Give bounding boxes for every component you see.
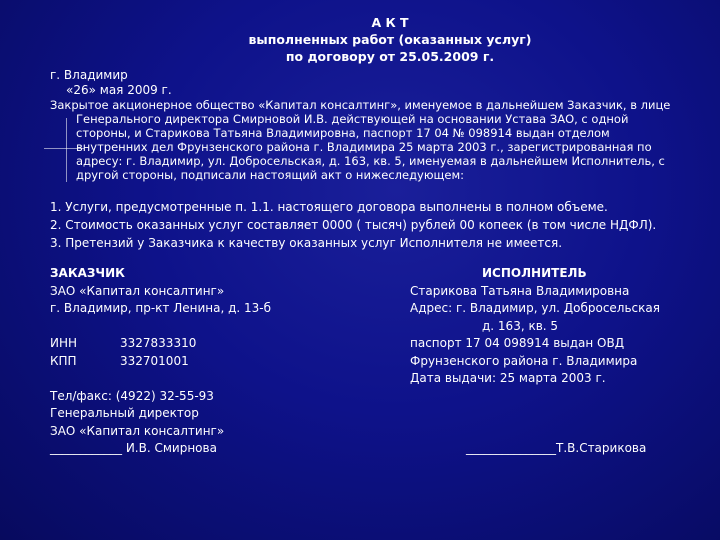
executor-heading: ИСПОЛНИТЕЛЬ bbox=[482, 266, 587, 280]
executor-name: Старикова Татьяна Владимировна bbox=[410, 283, 630, 298]
customer-signature: ____________ И.В. Смирнова bbox=[50, 441, 217, 455]
executor-passport: паспорт 17 04 098914 выдан ОВД bbox=[410, 336, 625, 350]
preamble-line: Генерального директора Смирновой И.В. действующей на основании Устава ЗАО, с одной bbox=[76, 112, 629, 126]
executor-address2: д. 163, кв. 5 bbox=[482, 318, 559, 333]
preamble-line: другой стороны, подписали настоящий акт о нижеследующем: bbox=[76, 168, 465, 182]
doc-city: г. Владимир bbox=[50, 68, 128, 82]
kpp-label: КПП bbox=[50, 353, 77, 368]
doc-subtitle: выполненных работ (оказанных услуг) bbox=[248, 32, 532, 47]
executor-address1: Адрес: г. Владимир, ул. Добросельская bbox=[410, 301, 660, 315]
preamble-line: стороны, и Старикова Татьяна Владимировна, паспорт 17 04 № 098914 выдан отделом bbox=[76, 126, 610, 140]
doc-contract-ref: по договору от 25.05.2009 г. bbox=[285, 49, 495, 64]
customer-inn-row bbox=[50, 335, 271, 353]
list-item: 2. Стоимость оказанных услуг составляет 0000 ( тысяч) рублей 00 копеек (в том числе НДФЛ). bbox=[50, 218, 657, 232]
preamble-line: Закрытое акционерное общество «Капитал консалтинг», именуемое в дальнейшем Заказчик, в лице bbox=[50, 98, 671, 112]
executor-signature: _______________Т.В.Старикова bbox=[466, 441, 647, 455]
inn-label: ИНН bbox=[50, 336, 78, 350]
preamble-line: адресу: г. Владимир, ул. Добросельская, д. 163, кв. 5, именуемая в дальнейшем Исполнитель, с bbox=[76, 154, 665, 168]
list-item: 1. Услуги, предусмотренные п. 1.1. настоящего договора выполнены в полном объеме. bbox=[50, 200, 608, 214]
terms-list bbox=[50, 198, 656, 252]
preamble-line: внутренних дел Фрунзенского района г. Владимира 25 марта 2003 г., зарегистрированная по bbox=[76, 140, 652, 154]
executor-issued: Дата выдачи: 25 марта 2003 г. bbox=[410, 371, 606, 385]
executor-district: Фрунзенского района г. Владимира bbox=[410, 353, 638, 368]
customer-position: Генеральный директор bbox=[50, 406, 199, 420]
doc-date: «26» мая 2009 г. bbox=[66, 83, 172, 97]
customer-name: ЗАО «Капитал консалтинг» bbox=[50, 283, 225, 298]
customer-address: г. Владимир, пр-кт Ленина, д. 13-б bbox=[50, 301, 272, 315]
kpp-value: 332701001 bbox=[120, 353, 189, 368]
list-item: 3. Претензий у Заказчика к качеству оказанных услуг Исполнителя не имеется. bbox=[50, 236, 563, 250]
customer-kpp-row bbox=[50, 353, 271, 371]
executor-block bbox=[410, 265, 660, 458]
customer-org: ЗАО «Капитал консалтинг» bbox=[50, 423, 225, 438]
doc-title: А К Т bbox=[371, 15, 409, 30]
inn-value: 3327833310 bbox=[120, 336, 197, 350]
customer-phone: Тел/факс: (4922) 32-55-93 bbox=[50, 388, 214, 403]
preamble-paragraph bbox=[50, 98, 710, 182]
customer-heading: ЗАКАЗЧИК bbox=[50, 266, 125, 280]
customer-block bbox=[50, 265, 271, 458]
